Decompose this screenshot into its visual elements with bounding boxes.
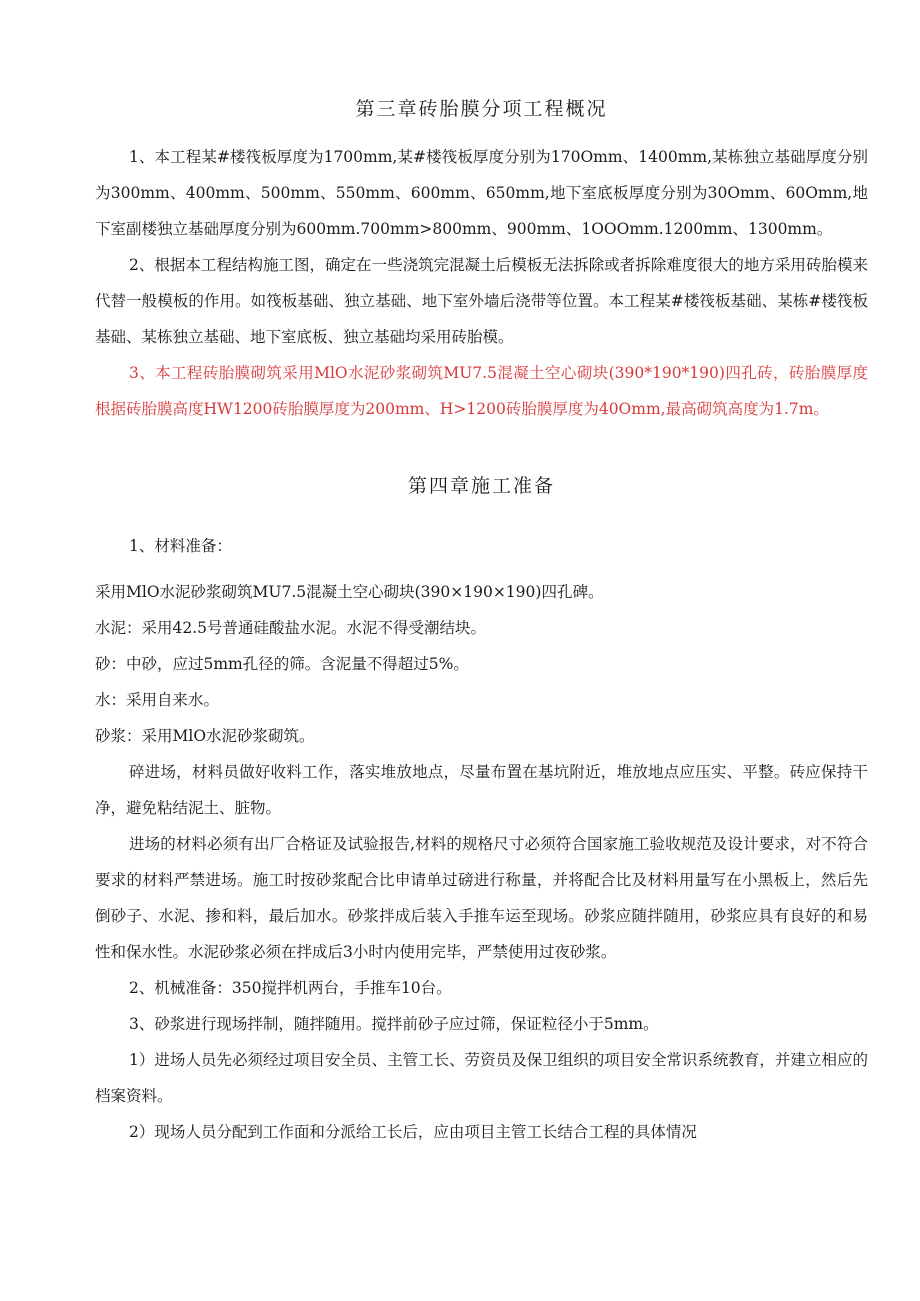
chapter-4-title: 第四章施工准备 [407, 475, 555, 497]
materials-paragraph-storage: 碎进场，材料员做好收料工作，落实堆放地点，尽量布置在基坑附近，堆放地点应压实、平整。砖应保持干净，避免粘结泥土、脏物。 [95, 763, 868, 817]
chapter-3-paragraph-3-highlighted: 3、本工程砖胎膜砌筑采用MlO水泥砂浆砌筑MU7.5混凝土空心砌块(390*190*190)四孔砖，砖胎膜厚度根据砖胎膜高度HW1200砖胎膜厚度为200mm、H>1200砖胎膜厚度为40Omm,最高砌筑高度为1.7m。 [95, 364, 868, 418]
mortar-mixing: 3、砂浆进行现场拌制，随拌随用。搅拌前砂子应过筛，保证粒径小于5mm。 [129, 1015, 659, 1033]
materials-line-block: 采用MlO水泥砂浆砌筑MU7.5混凝土空心砌块(390×190×190)四孔碑。 [95, 583, 604, 601]
personnel-item-1: 1）进场人员先必须经过项目安全员、主管工长、劳资员及保卫组织的项目安全常识系统教育，并建立相应的档案资料。 [95, 1051, 868, 1105]
chapter-3-title: 第三章砖胎膜分项工程概况 [355, 98, 608, 120]
materials-line-cement: 水泥：采用42.5号普通硅酸盐水泥。水泥不得受潮结块。 [95, 619, 487, 637]
materials-line-water: 水：采用自来水。 [95, 691, 220, 709]
personnel-item-2: 2）现场人员分配到工作面和分派给工长后，应由项目主管工长结合工程的具体情况 [129, 1123, 697, 1141]
materials-heading: 1、材料准备： [129, 537, 232, 555]
materials-line-mortar: 砂浆：采用MlO水泥砂浆砌筑。 [95, 727, 315, 745]
chapter-3-paragraph-2: 2、根据本工程结构施工图，确定在一些浇筑完混凝土后模板无法拆除或者拆除难度很大的地方采用砖胎模来代替一般模板的作用。如筏板基础、独立基础、地下室外墙后浇带等位置。本工程某#楼筏板基础、某栋#楼筏板基础、某栋独立基础、地下室底板、独立基础均采用砖胎模。 [95, 256, 868, 346]
materials-line-sand: 砂：中砂，应过5mm孔径的筛。含泥量不得超过5%。 [95, 655, 469, 673]
machinery-preparation: 2、机械准备：350搅拌机两台，手推车10台。 [129, 979, 452, 997]
materials-paragraph-inspection: 进场的材料必须有出厂合格证及试验报告,材料的规格尺寸必须符合国家施工验收规范及设计要求，对不符合要求的材料严禁进场。施工时按砂浆配合比申请单过磅进行称量，并将配合比及材料用量写在小黑板上，然后先倒砂子、水泥、掺和料，最后加水。砂浆拌成后装入手推车运至现场。砂浆应随拌随用，砂浆应具有良好的和易性和保水性。水泥砂浆必须在拌成后3小时内使用完毕，严禁使用过夜砂浆。 [95, 835, 868, 961]
chapter-3-paragraph-1: 1、本工程某#楼筏板厚度为1700mm,某#楼筏板厚度分别为170Omm、1400mm,某栋独立基础厚度分别为300mm、400mm、500mm、550mm、600mm、650mm,地下室底板厚度分别为30Omm、60Omm,地下室副楼独立基础厚度分别为600mm.700mm>800mm、900mm、1OOOmm.1200mm、1300mm。 [95, 148, 868, 238]
